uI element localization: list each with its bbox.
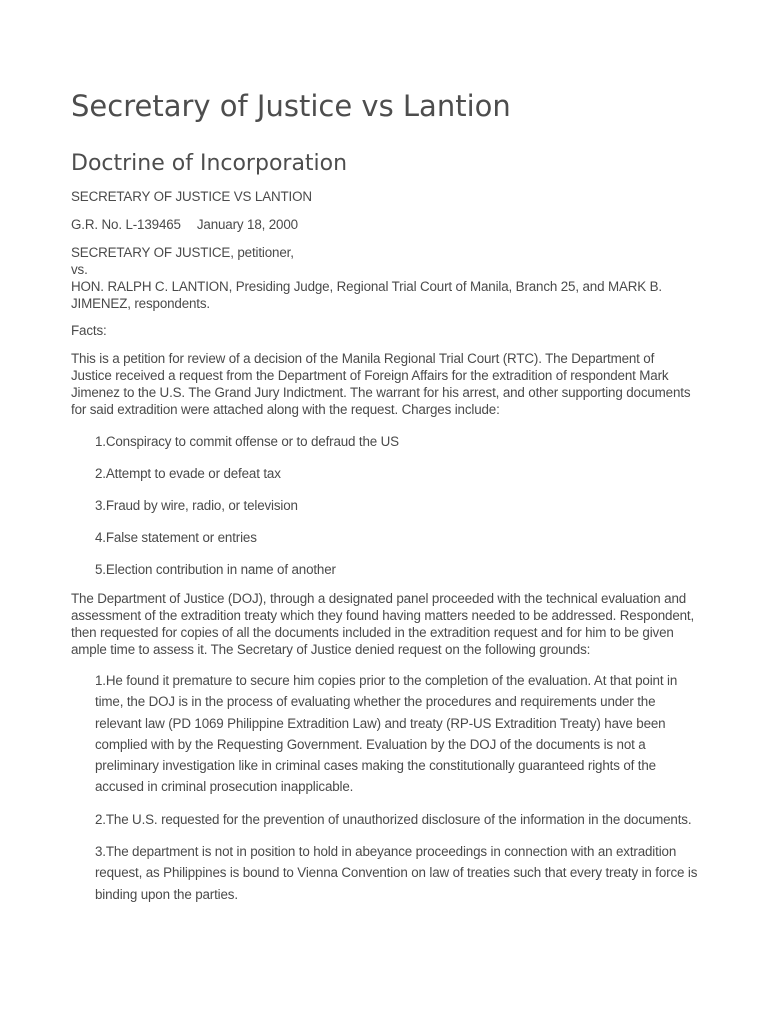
ground-item: 3.The department is not in position to hold in abeyance proceedings in connection with an extradition request, as Philippines is bound to Vienna Convention on law of treaties such that every treaty in force is binding upon the parties. — [95, 844, 698, 902]
ground-item: 1.He found it premature to secure him copies prior to the completion of the evaluation. At that point in time, the DOJ is in the process of evaluating whether the procedures and requirements under the relevant law (PD 1069 Philippine Extradition Law) and treaty (RP-US Extradition Treaty) have been complied with by the Requesting Government. Evaluation by the DOJ of the documents is not a preliminary investigation like in criminal cases making the constitutionally guaranteed rights of the accused in criminal prosecution inapplicable. — [95, 673, 678, 795]
versus-line: vs. — [71, 262, 88, 277]
respondents-line: HON. RALPH C. LANTION, Presiding Judge, Regional Trial Court of Manila, Branch 25, and MARK B. JIMENEZ, respondents. — [71, 279, 662, 311]
ground-item: 2.The U.S. requested for the prevention of unauthorized disclosure of the information in the documents. — [95, 812, 692, 827]
charge-item: 2.Attempt to evade or defeat tax — [95, 466, 281, 481]
charge-item: 1.Conspiracy to commit offense or to defraud the US — [95, 434, 399, 449]
document-title: Secretary of Justice vs Lantion — [71, 89, 511, 123]
charge-item: 4.False statement or entries — [95, 530, 257, 545]
case-title: SECRETARY OF JUSTICE VS LANTION — [71, 189, 312, 204]
petitioner-line: SECRETARY OF JUSTICE, petitioner, — [71, 245, 294, 260]
document-subtitle: Doctrine of Incorporation — [71, 151, 348, 176]
case-number-line — [71, 216, 696, 233]
charge-item: 3.Fraud by wire, radio, or television — [95, 498, 298, 513]
facts-heading: Facts: — [71, 323, 107, 338]
case-parties — [71, 244, 696, 312]
gr-number: G.R. No. L-139465 — [71, 217, 181, 232]
facts-paragraph: This is a petition for review of a decision of the Manila Regional Trial Court (RTC). The Department of Justice received a request from the Department of Foreign Affairs for the extradition of respondent Mark Jimenez to the U.S. The Grand Jury Indictment. The warrant for his arrest, and other supporting documents for said extradition were attached along with the request. Charges include: — [71, 351, 691, 417]
case-date: January 18, 2000 — [196, 217, 298, 232]
charge-item: 5.Election contribution in name of another — [95, 562, 336, 577]
doj-paragraph: The Department of Justice (DOJ), through a designated panel proceeded with the technical evaluation and assessment of the extradition treaty which they found having matters needed to be addressed. Respondent, then requested for copies of all the documents included in the extradition request and for him to be given ample time to assess it. The Secretary of Justice denied request on the following grounds: — [71, 591, 695, 657]
